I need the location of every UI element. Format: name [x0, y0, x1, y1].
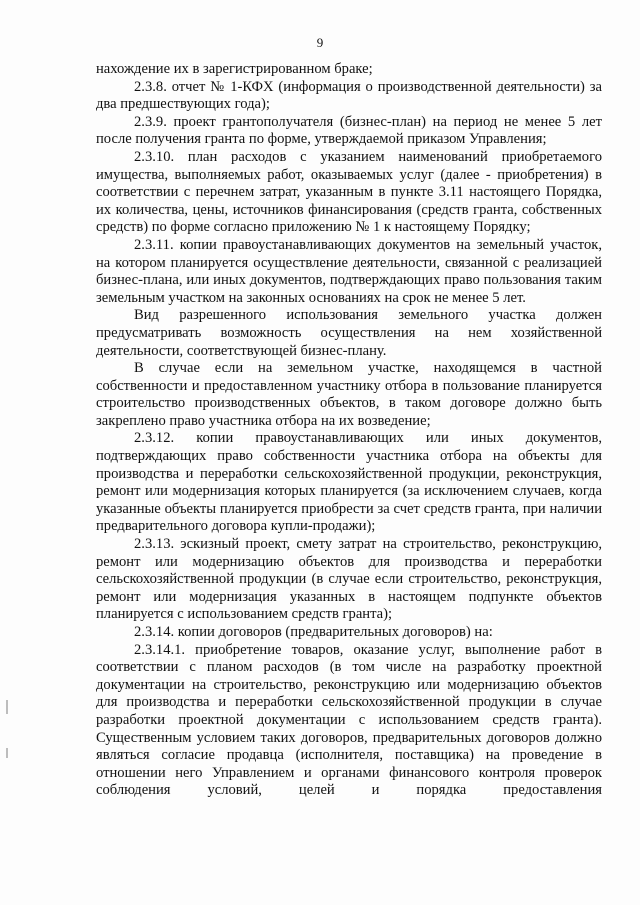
paragraph-2-3-10: 2.3.10. план расходов с указанием наименований приобретаемого имущества, выполняемых работ, оказываемых услуг (далее - приобретения) в соответствии с перечнем затрат, указанным в пункте 3.11 настоящего Порядка, их количества, цены, источников финансирования (средств гранта, собственных средств) по форме согласно приложению № 1 к настоящему Порядку; [96, 148, 602, 236]
paragraph-land-use-type: Вид разрешенного использования земельного участка должен предусматривать возможность осуществления на нем хозяйственной деятельности, соответствующей бизнес-плану. [96, 307, 602, 359]
paragraph-2-3-12: 2.3.12. копии правоустанавливающих или иных документов, подтверждающих право собственности участника отбора на объекты для производства и переработки сельскохозяйственной продукции, реконструкция, ремонт или модернизация которых планируется (за исключением случаев, когда указанные объекты планируется приобрести за счет средств гранта, при наличии предварительного договора купли-продажи); [96, 430, 602, 535]
paragraph-2-3-11: 2.3.11. копии правоустанавливающих документов на земельный участок, на котором планируется осуществление деятельности, связанной с реализацией бизнес-плана, или иных документов, подтверждающих право пользования таким земельным участком на законных основаниях на срок не менее 5 лет. [96, 236, 602, 306]
paragraph-private-land: В случае если на земельном участке, находящемся в частной собственности и предоставленном участнику отбора в пользование планируется строительство производственных объектов, в таком договоре должно быть закреплено право участника отбора на их возведение; [96, 360, 602, 429]
scan-artifact-mark [6, 700, 8, 714]
paragraph-2-3-14-1: 2.3.14.1. приобретение товаров, оказание услуг, выполнение работ в соответствии с планом расходов (в том числе на разработку проектной документации на строительство, реконструкцию или модернизацию объектов для производства и переработки сельскохозяйственной продукции в случае разработки проектной документации с использованием средств гранта). Существенным условием таких договоров, предварительных договоров должно являться согласие продавца (исполнителя, поставщика) на проведение в отношении него Управлением и органами финансового контроля проверок соблюдения условий, целей и порядка предоставления [96, 641, 602, 799]
paragraph-2-3-8: 2.3.8. отчет № 1-КФХ (информация о производственной деятельности) за два предшествующих года); [96, 78, 602, 113]
paragraph-2-3-13: 2.3.13. эскизный проект, смету затрат на строительство, реконструкцию, ремонт или модернизацию объектов для производства и переработки сельскохозяйственной продукции (в случае если строительство, реконструкция, ремонт или модернизация указанных в настоящем подпункте объектов планируется с использованием средств гранта); [96, 536, 602, 623]
page-number: 9 [316, 35, 324, 50]
paragraph-2-3-9: 2.3.9. проект грантополучателя (бизнес-план) на период не менее 5 лет после получения гранта по форме, утверждаемой приказом Управления; [96, 113, 602, 148]
paragraph-2-3-14: 2.3.14. копии договоров (предварительных договоров) на: [134, 624, 493, 640]
paragraph-marriage-continuation: нахождение их в зарегистрированном браке; [96, 61, 373, 77]
document-body [96, 61, 602, 800]
scan-artifact-mark [6, 748, 8, 758]
